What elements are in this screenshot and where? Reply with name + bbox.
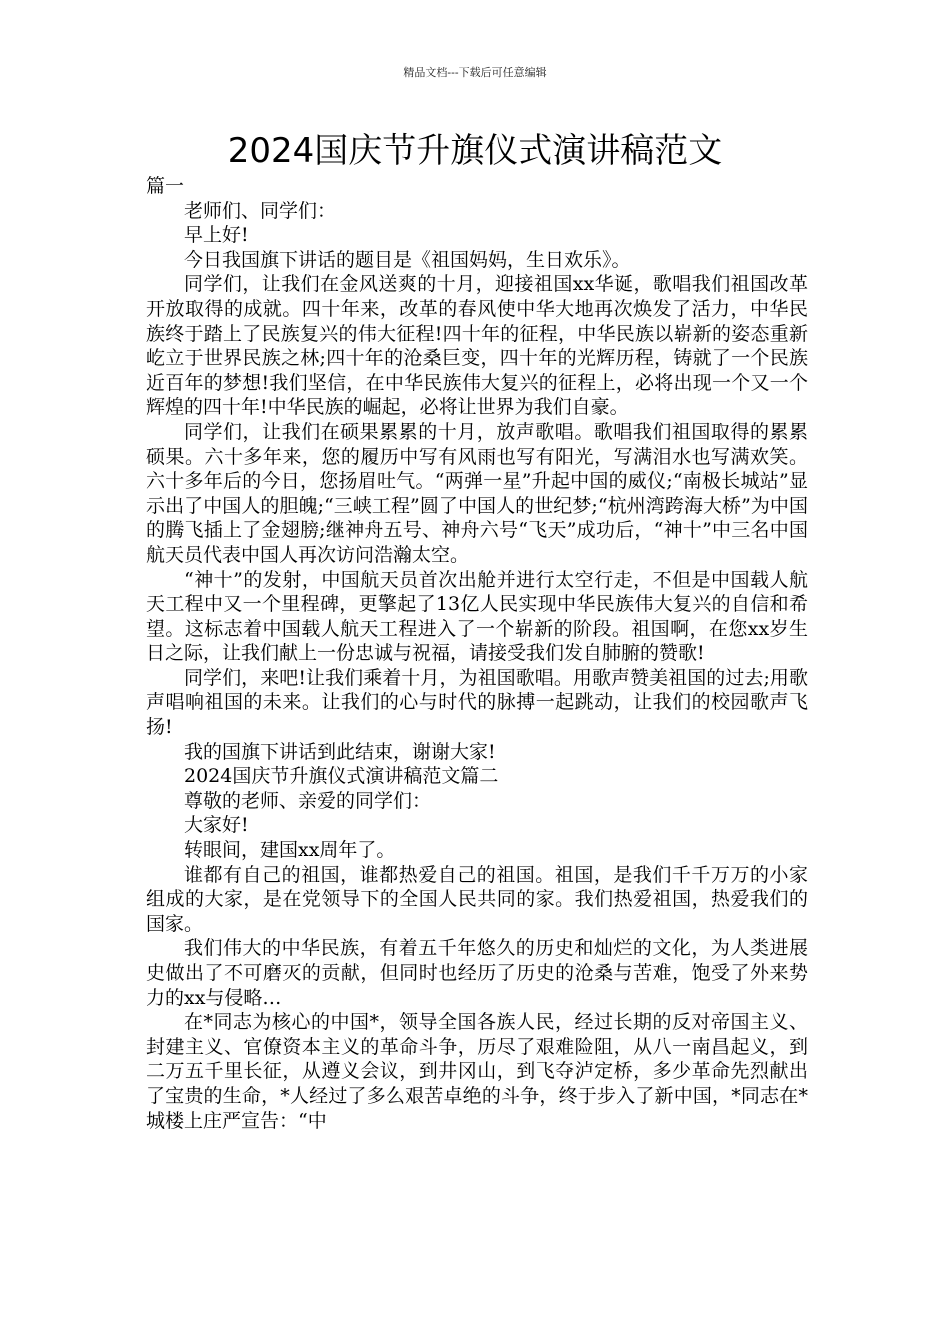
section-label: 篇一 <box>146 175 185 197</box>
paragraph: 转眼间，建国xx周年了。 <box>184 839 396 862</box>
section-heading: 2024国庆节升旗仪式演讲稿范文篇二 <box>184 765 499 788</box>
document-body <box>146 174 808 1133</box>
paragraph: 同学们，让我们在硕果累累的十月，放声歌唱。歌唱我们祖国取得的累累硕果。六十多年来，您的履历中写有风雨也写有阳光，写满泪水也写满欢笑。六十多年后的今日，您扬眉吐气。“两弹一星”升起中国的威仪;“南极长城站”显示出了中国人的胆魄;“三峡工程”圆了中国人的世纪梦;“杭州湾跨海大桥”为中国的腾飞插上了金翅膀;继神舟五号、神舟六号“飞天”成功后，“神十”中三名中国航天员代表中国人再次访问浩瀚太空。 <box>146 420 808 566</box>
paragraph: 我们伟大的中华民族，有着五千年悠久的历史和灿烂的文化，为人类进展史做出了不可磨灭的贡献，但同时也经历了历史的沧桑与苦难，饱受了外来势力的xx与侵略… <box>146 937 808 1009</box>
paragraph: 今日我国旗下讲话的题目是《祖国妈妈，生日欢乐》。 <box>184 248 631 271</box>
paragraph: 同学们，让我们在金风送爽的十月，迎接祖国xx华诞，歌唱我们祖国改革开放取得的成就。四十年来，改革的春风使中华大地再次焕发了活力，中华民族终于踏上了民族复兴的伟大征程!四十年的征程，中华民族以崭新的姿态重新屹立于世界民族之林;四十年的沧桑巨变，四十年的光辉历程，铸就了一个民族近百年的梦想!我们坚信，在中华民族伟大复兴的征程上，必将出现一个又一个辉煌的四十年!中华民族的崛起，必将让世界为我们自豪。 <box>146 273 808 419</box>
document-title: 2024国庆节升旗仪式演讲稿范文 <box>227 131 723 171</box>
paragraph: 老师们、同学们： <box>184 199 337 222</box>
paragraph: 同学们，来吧!让我们乘着十月，为祖国歌唱。用歌声赞美祖国的过去;用歌声唱响祖国的未来。让我们的心与时代的脉搏一起跳动，让我们的校园歌声飞扬! <box>146 666 808 739</box>
paragraph: 尊敬的老师、亲爱的同学们： <box>184 789 432 812</box>
paragraph: “神十”的发射，中国航天员首次出舱并进行太空行走，不但是中国载人航天工程中又一个里程碑，更擎起了13亿人民实现中华民族伟大复兴的自信和希望。这标志着中国载人航天工程进入了一个崭新的阶段。祖国啊，在您xx岁生日之际，让我们献上一份忠诚与祝福，请接受我们发自肺腑的赞歌! <box>146 568 808 665</box>
paragraph: 我的国旗下讲话到此结束，谢谢大家! <box>184 740 496 763</box>
paragraph: 早上好! <box>184 224 249 247</box>
paragraph: 谁都有自己的祖国，谁都热爱自己的祖国。祖国，是我们千千万万的小家组成的大家，是在党领导下的全国人民共同的家。我们热爱祖国，热爱我们的国家。 <box>146 863 808 935</box>
paragraph: 在*同志为核心的中国*，领导全国各族人民，经过长期的反对帝国主义、封建主义、官僚资本主义的革命斗争，历尽了艰难险阻，从八一南昌起义，到二万五千里长征，从遵义会议，到井冈山，到飞夺泸定桥，多少革命先烈献出了宝贵的生命，*人经过了多么艰苦卓绝的斗争，终于步入了新中国，*同志在*城楼上庄严宣告：“中 <box>146 1011 808 1132</box>
page-header-note: 精品文档---下载后可任意编辑 <box>403 66 547 79</box>
paragraph: 大家好! <box>184 814 249 837</box>
